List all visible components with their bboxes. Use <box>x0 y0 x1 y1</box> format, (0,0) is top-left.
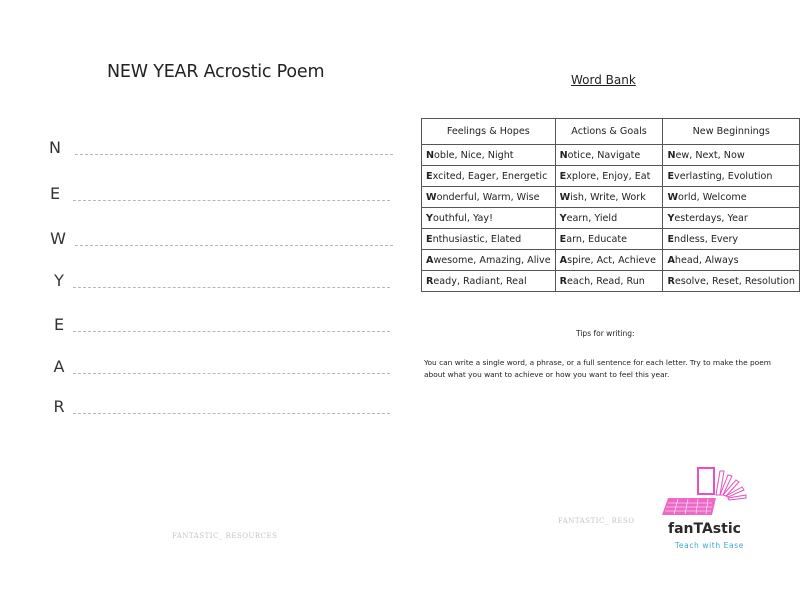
word-bank-table <box>421 118 800 292</box>
word-list: head, Always <box>674 254 739 266</box>
word-list: spire, Act, Achieve <box>567 254 656 266</box>
word-cell-actions <box>555 187 663 208</box>
word-cell-actions <box>555 229 663 250</box>
word-list: verlasting, Evolution <box>674 170 773 182</box>
initial-letter: Y <box>426 212 433 224</box>
writing-line[interactable] <box>73 200 390 201</box>
logo-wordmark: fanTAstic <box>668 521 741 537</box>
acrostic-row <box>45 138 393 160</box>
writing-line[interactable] <box>73 373 390 374</box>
word-cell-actions <box>555 271 663 292</box>
word-list: wesome, Amazing, Alive <box>433 254 551 266</box>
word-cell-feelings <box>422 166 556 187</box>
initial-letter: A <box>426 254 434 266</box>
initial-letter: R <box>667 275 675 287</box>
acrostic-row <box>45 184 390 206</box>
word-list: outhful, Yay! <box>432 212 493 224</box>
word-list: onderful, Warm, Wise <box>436 191 540 203</box>
acrostic-row <box>48 229 393 251</box>
initial-letter: N <box>667 149 676 161</box>
acrostic-letter: A <box>53 357 65 376</box>
acrostic-letter: E <box>53 315 65 334</box>
word-cell-actions <box>555 145 663 166</box>
word-bank-header-row <box>422 119 800 145</box>
word-cell-feelings <box>422 271 556 292</box>
word-list: xcited, Eager, Energetic <box>432 170 548 182</box>
page-title: NEW YEAR Acrostic Poem <box>107 62 325 82</box>
initial-letter: Y <box>667 212 675 224</box>
word-cell-beginnings <box>663 187 800 208</box>
acrostic-row <box>49 397 390 419</box>
acrostic-letter: R <box>53 397 65 416</box>
header-actions-goals: Actions & Goals <box>555 119 663 145</box>
word-cell-beginnings <box>663 166 800 187</box>
word-list: ish, Write, Work <box>570 191 646 203</box>
logo-tagline: Teach with Ease <box>675 541 744 550</box>
word-bank-title: Word Bank <box>571 73 636 87</box>
acrostic-letter: W <box>50 229 66 248</box>
initial-letter: W <box>426 191 437 203</box>
word-cell-beginnings <box>663 250 800 271</box>
initial-letter: W <box>559 191 571 203</box>
initial-letter: E <box>667 170 675 182</box>
word-cell-feelings <box>422 208 556 229</box>
word-list: ndless, Every <box>674 233 739 245</box>
writing-line[interactable] <box>73 413 390 414</box>
word-cell-beginnings <box>663 208 800 229</box>
acrostic-row <box>49 357 390 379</box>
initial-letter: N <box>426 149 435 161</box>
initial-letter: E <box>426 233 433 245</box>
acrostic-row <box>49 315 390 337</box>
word-list: esolve, Reset, Resolution <box>674 275 795 287</box>
word-list: otice, Navigate <box>567 149 641 161</box>
header-new-beginnings: New Beginnings <box>663 119 800 145</box>
word-bank-row <box>422 145 800 166</box>
writing-line[interactable] <box>73 287 390 288</box>
word-list: earn, Yield <box>566 212 618 224</box>
watermark-left: FANTASTIC_ RESOURCES <box>172 532 278 540</box>
initial-letter: R <box>426 275 434 287</box>
initial-letter: W <box>667 191 679 203</box>
watermark-right: FANTASTIC_ RESO <box>558 517 635 525</box>
word-bank-row <box>422 229 800 250</box>
initial-letter: Y <box>559 212 567 224</box>
word-list: eady, Radiant, Real <box>433 275 527 287</box>
word-list: orld, Welcome <box>678 191 747 203</box>
writing-line[interactable] <box>75 245 393 246</box>
initial-letter: R <box>559 275 568 287</box>
initial-letter: E <box>559 170 567 182</box>
initial-letter: N <box>559 149 568 161</box>
acrostic-row <box>49 271 390 293</box>
word-cell-feelings <box>422 229 556 250</box>
word-bank-row <box>422 250 800 271</box>
word-cell-feelings <box>422 145 556 166</box>
word-cell-beginnings <box>663 271 800 292</box>
word-cell-feelings <box>422 187 556 208</box>
tips-title: Tips for writing: <box>576 329 635 338</box>
writing-line[interactable] <box>75 154 393 155</box>
word-cell-beginnings <box>663 229 800 250</box>
initial-letter: E <box>667 233 675 245</box>
initial-letter: E <box>426 170 433 182</box>
acrostic-letter: Y <box>54 271 64 290</box>
word-cell-actions <box>555 208 663 229</box>
word-list: xplore, Enjoy, Eat <box>566 170 651 182</box>
word-list: each, Read, Run <box>567 275 645 287</box>
word-list: nthusiastic, Elated <box>432 233 522 245</box>
acrostic-letter: E <box>49 184 61 203</box>
word-list: esterdays, Year <box>674 212 748 224</box>
writing-line[interactable] <box>73 331 390 332</box>
word-bank-row <box>422 271 800 292</box>
acrostic-letter: N <box>49 138 61 157</box>
word-cell-beginnings <box>663 145 800 166</box>
word-cell-actions <box>555 250 663 271</box>
initial-letter: E <box>559 233 567 245</box>
word-cell-feelings <box>422 250 556 271</box>
word-cell-actions <box>555 166 663 187</box>
header-feelings-hopes: Feelings & Hopes <box>422 119 556 145</box>
word-list: ew, Next, Now <box>675 149 745 161</box>
word-bank-row <box>422 166 800 187</box>
word-list: arn, Educate <box>566 233 628 245</box>
word-list: oble, Nice, Night <box>434 149 514 161</box>
initial-letter: A <box>559 254 568 266</box>
word-bank-row <box>422 208 800 229</box>
initial-letter: A <box>667 254 675 266</box>
word-bank-row <box>422 187 800 208</box>
tips-body: You can write a single word, a phrase, or a full sentence for each letter. Try to make the poem about what you want to achieve or how you want to feel this year. <box>424 358 771 379</box>
